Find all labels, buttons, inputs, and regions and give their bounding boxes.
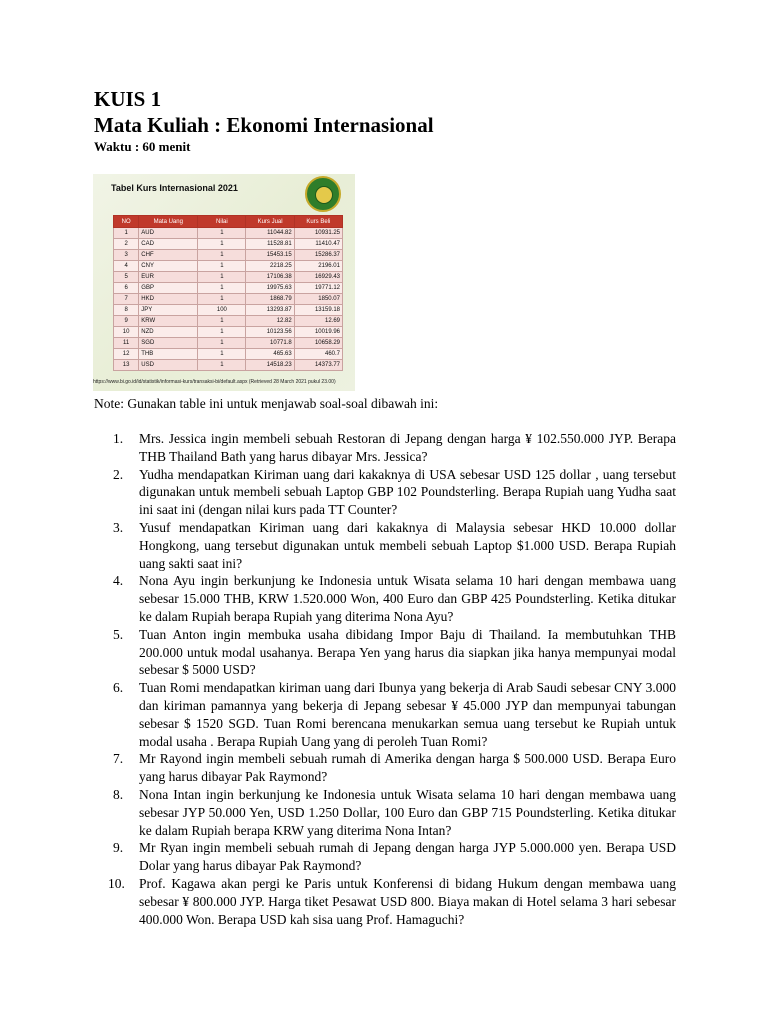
exchange-rate-table-figure [93,174,355,391]
currency-code: USD [139,360,198,371]
question-item [94,786,676,839]
column-header: Kurs Beli [294,216,342,228]
unit-value: 1 [198,349,246,360]
row-number: 6 [114,283,139,294]
unit-value: 1 [198,316,246,327]
selling-rate: 10771.8 [246,338,294,349]
question-number: 6. [113,680,124,696]
selling-rate: 14518.23 [246,360,294,371]
unit-value: 1 [198,261,246,272]
unit-value: 1 [198,327,246,338]
table-row [114,294,343,305]
table-row [114,239,343,250]
question-text: Mr Rayond ingin membeli sebuah rumah di Amerika dengan harga $ 500.000 USD. Berapa Euro yang harus dibayar Pak Raymond? [139,751,676,785]
currency-code: JPY [139,305,198,316]
column-header: Nilai [198,216,246,228]
buying-rate: 15286.37 [294,250,342,261]
row-number: 7 [114,294,139,305]
buying-rate: 1850.07 [294,294,342,305]
buying-rate: 11410.47 [294,239,342,250]
question-number: 9. [113,840,124,856]
question-item [94,875,676,928]
buying-rate: 460.7 [294,349,342,360]
buying-rate: 2196.01 [294,261,342,272]
table-source-citation: https://www.bi.go.id/id/statistik/informasi-kurs/transaksi-bi/default.aspx (Retrieved 28 March 2021 pukul 23.00) [93,379,336,385]
currency-code: CAD [139,239,198,250]
unit-value: 1 [198,250,246,261]
currency-code: CHF [139,250,198,261]
column-header: Mata Uang [139,216,198,228]
table-row [114,327,343,338]
currency-code: GBP [139,283,198,294]
question-text: Yusuf mendapatkan Kiriman uang dari kakaknya di Malaysia sebesar HKD 10.000 dollar Hongkong, uang tersebut digunakan untuk membeli sebuah Laptop $1.000 USD. Berapa Rupiah uang sakti saat ini? [139,519,676,571]
question-text: Prof. Kagawa akan pergi ke Paris untuk Konferensi di bidang Hukum dengan membawa uang sebesar ¥ 800.000 JYP. Harga tiket Pesawat USD 800. Biaya makan di Hotel selama 3 hari sebesar 400.000 Won. Berapa USD kah sisa uang Prof. Hamaguchi? [139,875,676,927]
selling-rate: 15453.15 [246,250,294,261]
currency-code: NZD [139,327,198,338]
course-title: Mata Kuliah : Ekonomi Internasional [94,113,434,137]
currency-code: AUD [139,228,198,239]
buying-rate: 14373.77 [294,360,342,371]
table-row [114,272,343,283]
selling-rate: 19975.63 [246,283,294,294]
question-item [94,466,676,519]
buying-rate: 10019.96 [294,327,342,338]
question-number: 1. [113,431,124,446]
question-text: Tuan Romi mendapatkan kiriman uang dari Ibunya yang bekerja di Arab Saudi sebesar CNY 3.000 dan kiriman pamannya yang bekerja di Jepang sebesar ¥ 45.000 JYP dan mempunyai tabungan sebesar $ 1520 SGD. Tuan Romi berencana menukarkan semua uang tersebut ke Rupiah untuk modal usaha . Berapa Rupiah Uang yang di peroleh Tuan Romi? [139,680,676,749]
question-text: Yudha mendapatkan Kiriman uang dari kakaknya di USA sebesar USD 125 dollar , uang tersebut digunakan untuk membeli sebuah Laptop GBP 102 Poundsterling. Berapa Rupiah uang Yudha saat ini saat ini (dengan nilai kurs pada TT Counter? [139,466,676,518]
question-text: Mr Ryan ingin membeli sebuah rumah di Jepang dengan harga JYP 5.000.000 yen. Berapa USD Dolar yang harus dibayar Pak Raymond? [139,840,676,874]
question-number: 3. [113,519,124,535]
unit-value: 1 [198,360,246,371]
column-header: NO [114,216,139,228]
question-number: 5. [113,626,124,642]
question-item [94,626,676,679]
question-text: Mrs. Jessica ingin membeli sebuah Restoran di Jepang dengan harga ¥ 102.550.000 JYP. Berapa THB Thailand Bath yang harus dibayar Mrs. Jessica? [139,431,676,464]
question-number: 10. [108,875,125,891]
question-item [94,750,676,786]
question-item [94,572,676,625]
table-row [114,316,343,327]
page-title: KUIS 1 [94,87,162,111]
table-row [114,261,343,272]
question-number: 7. [113,751,124,767]
buying-rate: 10931.25 [294,228,342,239]
buying-rate: 13159.18 [294,305,342,316]
unit-value: 1 [198,294,246,305]
currency-code: KRW [139,316,198,327]
unit-value: 1 [198,272,246,283]
currency-code: CNY [139,261,198,272]
selling-rate: 1868.79 [246,294,294,305]
question-number: 8. [113,786,124,802]
unit-value: 1 [198,239,246,250]
question-item [94,519,676,572]
table-row [114,349,343,360]
column-header: Kurs Jual [246,216,294,228]
selling-rate: 465.63 [246,349,294,360]
table-row [114,228,343,239]
table-row [114,250,343,261]
question-number: 2. [113,466,124,482]
university-seal-icon [305,176,341,212]
buying-rate: 10658.29 [294,338,342,349]
table-row [114,338,343,349]
question-number: 4. [113,573,124,589]
currency-code: THB [139,349,198,360]
exchange-rate-table-body [114,228,343,371]
unit-value: 1 [198,283,246,294]
row-number: 11 [114,338,139,349]
selling-rate: 11044.82 [246,228,294,239]
table-row [114,360,343,371]
instruction-note: Note: Gunakan table ini untuk menjawab soal-soal dibawah ini: [94,396,439,411]
selling-rate: 13293.87 [246,305,294,316]
row-number: 8 [114,305,139,316]
question-list [94,430,676,928]
table-row [114,305,343,316]
row-number: 1 [114,228,139,239]
table-header-row [114,216,343,228]
buying-rate: 12.69 [294,316,342,327]
unit-value: 100 [198,305,246,316]
row-number: 4 [114,261,139,272]
selling-rate: 12.82 [246,316,294,327]
question-text: Nona Ayu ingin berkunjung ke Indonesia untuk Wisata selama 10 hari dengan membawa uang sebesar 15.000 THB, KRW 1.520.000 Won, 400 Euro dan GBP 425 Poundsterling. Ketika ditukar ke dalam Rupiah berapa Rupiah yang diterima Nona Ayu? [139,573,676,624]
selling-rate: 17106.38 [246,272,294,283]
buying-rate: 19771.12 [294,283,342,294]
selling-rate: 11528.81 [246,239,294,250]
question-text: Tuan Anton ingin membuka usaha dibidang Impor Baju di Thailand. Ia membutuhkan THB 200.000 untuk modal usahanya. Berapa Yen yang harus dia siapkan jika hanya mempunyai modal sebesar $ 5000 USD? [139,626,676,678]
selling-rate: 10123.56 [246,327,294,338]
question-text: Nona Intan ingin berkunjung ke Indonesia untuk Wisata selama 10 hari dengan membawa uang sebesar JYP 50.000 Yen, USD 1.250 Dollar, 100 Euro dan GBP 715 Poundsterling. Ketika ditukar ke dalam Rupiah berapa KRW yang diterima Nona Intan? [139,786,676,838]
currency-code: HKD [139,294,198,305]
exchange-rate-table [113,215,343,371]
row-number: 13 [114,360,139,371]
row-number: 5 [114,272,139,283]
table-row [114,283,343,294]
selling-rate: 2218.25 [246,261,294,272]
row-number: 10 [114,327,139,338]
row-number: 2 [114,239,139,250]
question-item [94,839,676,875]
question-item [94,679,676,750]
unit-value: 1 [198,228,246,239]
buying-rate: 16929.43 [294,272,342,283]
row-number: 9 [114,316,139,327]
time-limit: Waktu : 60 menit [94,139,191,154]
currency-code: SGD [139,338,198,349]
row-number: 12 [114,349,139,360]
exchange-rate-table-title: Tabel Kurs Internasional 2021 [111,183,238,193]
row-number: 3 [114,250,139,261]
currency-code: EUR [139,272,198,283]
unit-value: 1 [198,338,246,349]
question-item [94,430,676,466]
